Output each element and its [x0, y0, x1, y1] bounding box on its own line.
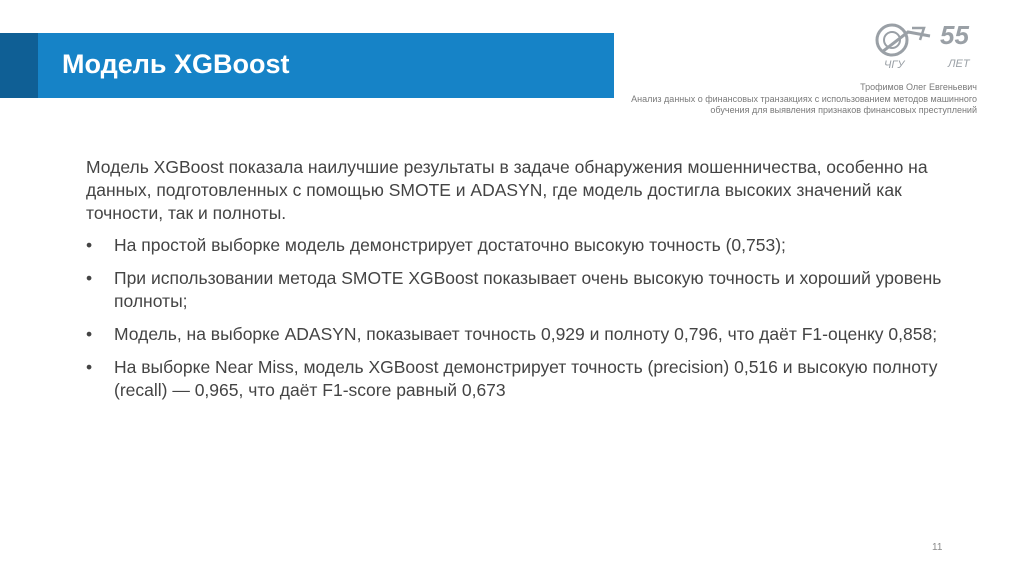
author-name: Трофимов Олег Евгеньевич: [860, 82, 977, 92]
bullet-text: При использовании метода SMOTE XGBoost показывает очень высокую точность и хороший уровень полноты;: [114, 268, 942, 311]
bullet-item: [86, 356, 966, 402]
logo-years-word: ЛЕТ: [948, 58, 970, 70]
intro-paragraph: Модель XGBoost показала наилучшие результаты в задаче обнаружения мошенничества, особенно на данных, подготовленных с помощью SMOTE и ADASYN, где модель достигла высоких значений как точности, так и полноты.: [86, 157, 928, 223]
logo-years: 55: [940, 20, 969, 50]
bullet-list: [86, 234, 966, 402]
university-emblem-icon: [877, 25, 930, 55]
bullet-text: На простой выборке модель демонстрирует достаточно высокую точность (0,753);: [114, 235, 786, 255]
bullet-marker: •: [86, 357, 93, 377]
university-logo: [872, 20, 984, 72]
bullet-marker: •: [86, 235, 93, 255]
slide-title: Модель XGBoost: [62, 49, 290, 79]
presentation-subtitle: Анализ данных о финансовых транзакциях с использованием методов машинного обучения для выявления признаков финансовых преступлений: [631, 93, 977, 115]
bullet-text: На выборке Near Miss, модель XGBoost демонстрирует точность (precision) 0,516 и высокую полноту (recall) — 0,965, что даёт F1-score равный 0,673: [114, 357, 938, 400]
bullet-marker: •: [86, 324, 93, 344]
bullet-item: [86, 323, 966, 346]
slide-content: [86, 156, 966, 412]
page-number: 11: [932, 542, 943, 553]
title-bar-accent: [0, 33, 38, 98]
bullet-item: [86, 267, 966, 313]
logo-text: ЧГУ: [884, 59, 905, 71]
bullet-marker: •: [86, 268, 93, 288]
bullet-text: Модель, на выборке ADASYN, показывает точность 0,929 и полноту 0,796, что даёт F1-оценку 0,858;: [114, 324, 938, 344]
bullet-item: [86, 234, 966, 257]
author-block: [617, 82, 977, 117]
